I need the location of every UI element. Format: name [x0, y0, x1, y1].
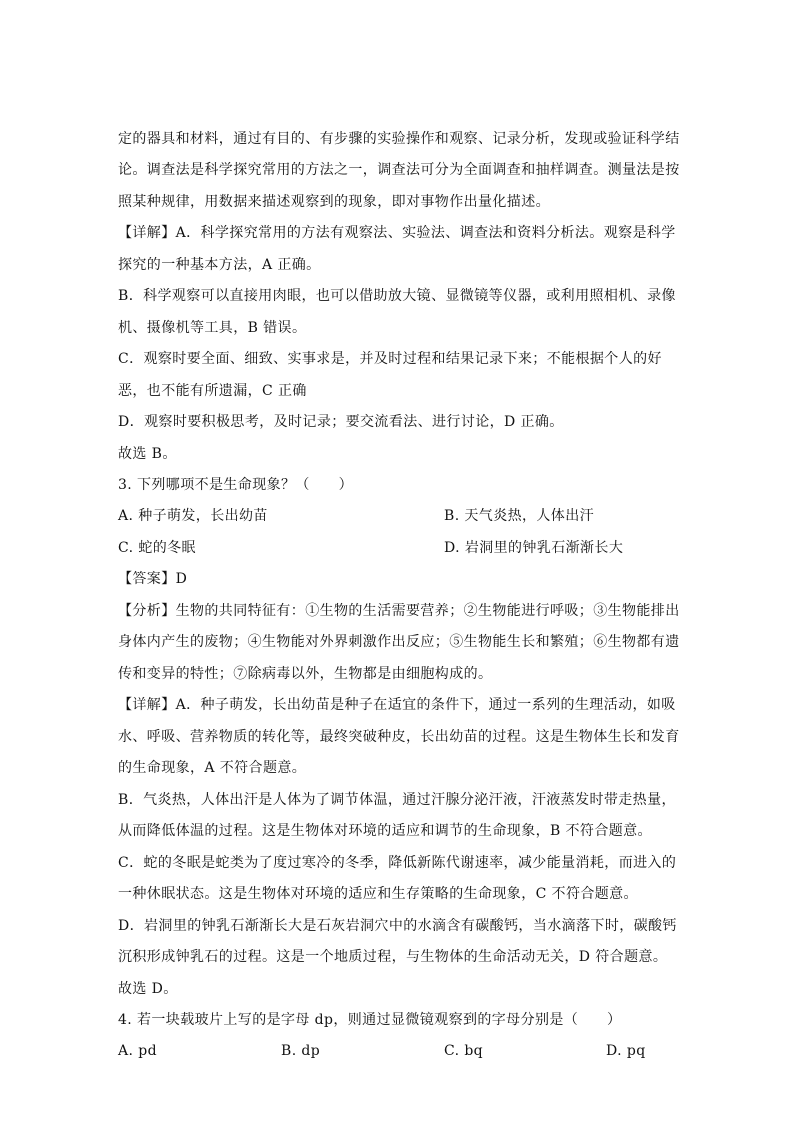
text-line: C．蛇的冬眠是蛇类为了度过寒冷的冬季，降低新陈代谢速率，减少能量消耗，而进入的 — [118, 855, 677, 871]
text-line: 传和变异的特性；⑦除病毒以外，生物都是由细胞构成的。 — [118, 666, 493, 682]
text-line: B．科学观察可以直接用肉眼，也可以借助放大镜、显微镜等仪器，或利用照相机、录像 — [118, 288, 676, 304]
question-4-stem: 4. 若一块载玻片上写的是字母 dp，则通过显微镜观察到的字母分别是（ ） — [118, 1012, 622, 1028]
text-line: 故选 B。 — [118, 446, 177, 462]
q4-option-b: B. dp — [281, 1043, 321, 1059]
text-line: 【分析】生物的共同特征有：①生物的生活需要营养；②生物能进行呼吸；③生物能排出 — [118, 603, 680, 619]
q4-option-d: D. pq — [606, 1043, 646, 1059]
text-line: C．观察时要全面、细致、实事求是，并及时过程和结果记录下来；不能根据个人的好 — [118, 351, 662, 367]
text-line: 定的器具和材料，通过有目的、有步骤的实验操作和观察、记录分析，发现或验证科学结 — [118, 131, 680, 147]
text-line: 水、呼吸、营养物质的转化等，最终突破种皮，长出幼苗的过程。这是生物体生长和发育 — [118, 729, 680, 745]
text-line: 【详解】A．种子萌发，长出幼苗是种子在适宜的条件下，通过一系列的生理活动，如吸 — [118, 697, 676, 713]
text-line: D．观察时要积极思考，及时记录；要交流看法、进行讨论，D 正确。 — [118, 414, 564, 430]
text-line: 恶，也不能有所遗漏，C 正确 — [118, 383, 307, 399]
text-line: 沉积形成钟乳石的过程。这是一个地质过程，与生物体的生命活动无关，D 符合题意。 — [118, 949, 668, 965]
q3-option-b: B. 天气炎热，人体出汗 — [444, 508, 594, 524]
answer-line: 【答案】D — [118, 571, 188, 587]
text-line: 的生命现象，A 不符合题意。 — [118, 760, 307, 776]
question-3-stem: 3. 下列哪项不是生命现象？（ ） — [118, 477, 354, 493]
text-line: 故选 D。 — [118, 981, 178, 997]
text-line: 照某种规律，用数据来描述观察到的现象，即对事物作出量化描述。 — [118, 194, 550, 210]
text-line: 【详解】A．科学探究常用的方法有观察法、实验法、调查法和资料分析法。观察是科学 — [118, 225, 676, 241]
q3-option-d: D. 岩洞里的钟乳石渐渐长大 — [444, 540, 624, 556]
text-line: 一种休眠状态。这是生物体对环境的适应和生存策略的生命现象，C 不符合题意。 — [118, 886, 638, 902]
q4-option-c: C. bq — [444, 1043, 484, 1059]
text-line: 身体内产生的废物；④生物能对外界刺激作出反应；⑤生物能生长和繁殖；⑥生物都有遗 — [118, 634, 680, 650]
text-line: 论。调查法是科学探究常用的方法之一，调查法可分为全面调查和抽样调查。测量法是按 — [118, 162, 680, 178]
text-line: B．气炎热，人体出汗是人体为了调节体温，通过汗腺分泌汗液，汗液蒸发时带走热量， — [118, 792, 676, 808]
text-line: 从而降低体温的过程。这是生物体对环境的适应和调节的生命现象，B 不符合题意。 — [118, 823, 652, 839]
text-line: 探究的一种基本方法，A 正确。 — [118, 257, 321, 273]
text-line: D．岩洞里的钟乳石渐渐长大是石灰岩洞穴中的水滴含有碳酸钙，当水滴落下时，碳酸钙 — [118, 918, 677, 934]
text-line: 机、摄像机等工具，B 错误。 — [118, 320, 307, 336]
q3-option-c: C. 蛇的冬眠 — [118, 540, 196, 556]
q3-option-a: A. 种子萌发，长出幼苗 — [118, 508, 268, 524]
q4-option-a: A. pd — [118, 1043, 157, 1059]
